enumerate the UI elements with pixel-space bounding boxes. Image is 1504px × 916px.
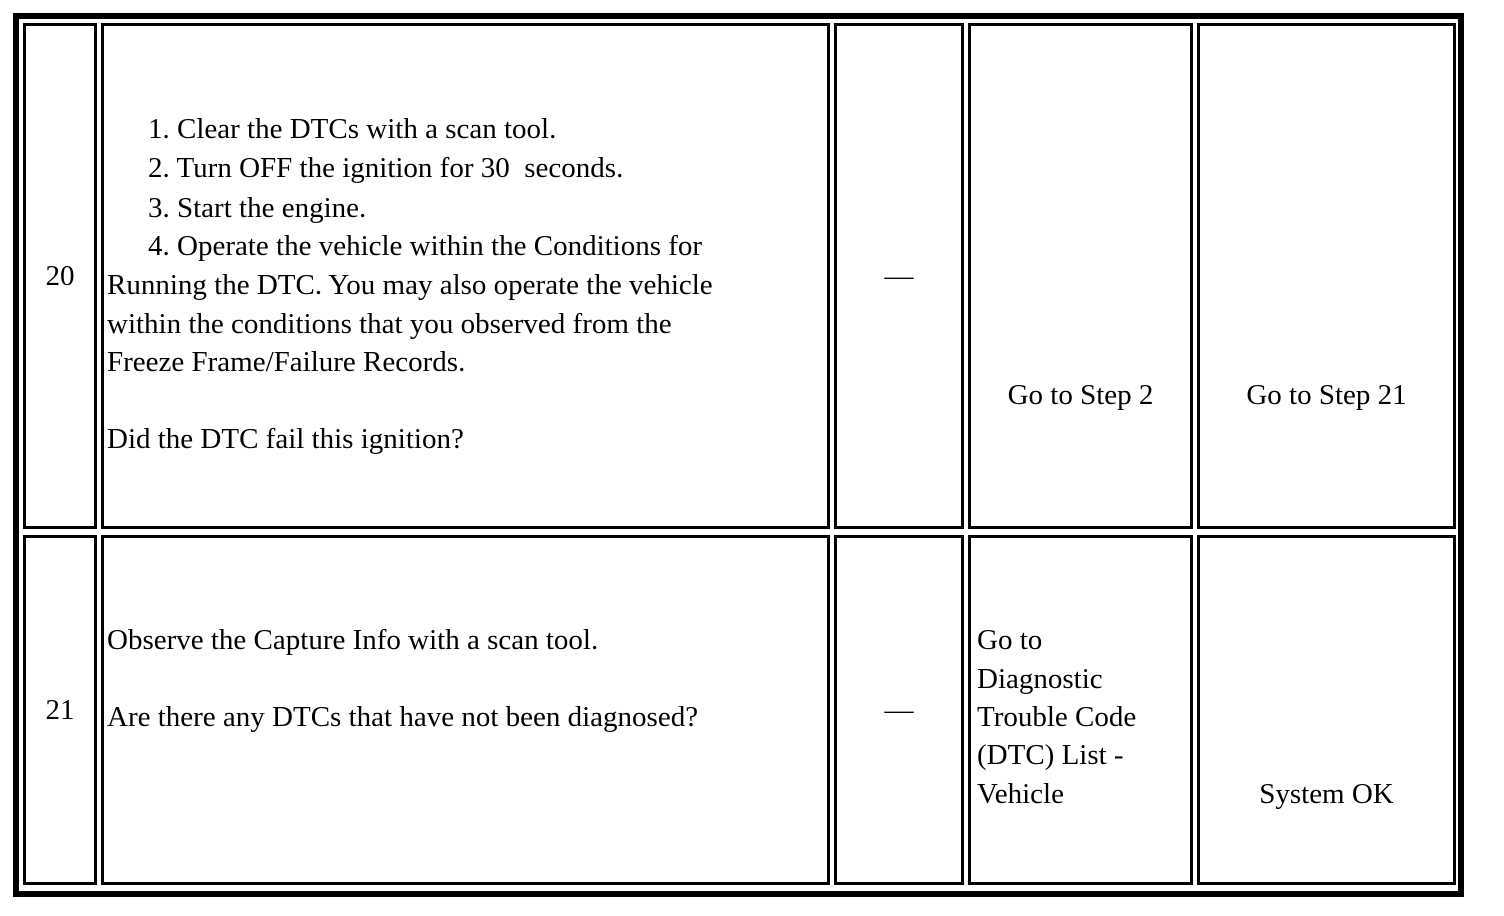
value-dash: —: [884, 259, 914, 292]
yes-line-4: (DTC) List -: [977, 739, 1124, 771]
yes-line-3: Trouble Code: [977, 701, 1137, 733]
step-number: 20: [45, 259, 75, 292]
action-cell: [101, 23, 830, 529]
no-cell: [1197, 535, 1456, 885]
value-cell: [834, 535, 964, 885]
action-continuation-3: Freeze Frame/Failure Records.: [107, 346, 466, 378]
action-text: Observe the Capture Info with a scan tool.: [107, 624, 599, 656]
no-action: Go to Step 21: [1246, 379, 1407, 411]
action-cell: [101, 535, 830, 885]
step-number: 21: [45, 693, 75, 726]
action-step-1: 1. Clear the DTCs with a scan tool.: [148, 113, 557, 145]
no-cell: [1197, 23, 1456, 529]
value-cell: [834, 23, 964, 529]
yes-cell: [968, 23, 1193, 529]
yes-line-1: Go to: [977, 624, 1043, 656]
yes-cell: [968, 535, 1193, 885]
action-step-2: 2. Turn OFF the ignition for 30 seconds.: [148, 152, 624, 184]
action-continuation-1: Running the DTC. You may also operate the vehicle: [107, 269, 713, 301]
question-text: Did the DTC fail this ignition?: [107, 423, 464, 455]
action-step-4: 4. Operate the vehicle within the Conditions for: [148, 230, 703, 262]
yes-action: Go to Step 2: [1007, 379, 1154, 411]
question-text: Are there any DTCs that have not been diagnosed?: [107, 701, 699, 733]
no-action: System OK: [1259, 778, 1394, 810]
step-number-cell: [23, 535, 97, 885]
yes-line-5: Vehicle: [977, 778, 1064, 810]
value-dash: —: [884, 693, 914, 726]
action-step-3: 3. Start the engine.: [148, 192, 367, 224]
yes-line-2: Diagnostic: [977, 663, 1103, 695]
diagnostic-table: [13, 13, 1464, 897]
action-continuation-2: within the conditions that you observed from the: [107, 308, 672, 340]
step-number-cell: [23, 23, 97, 529]
